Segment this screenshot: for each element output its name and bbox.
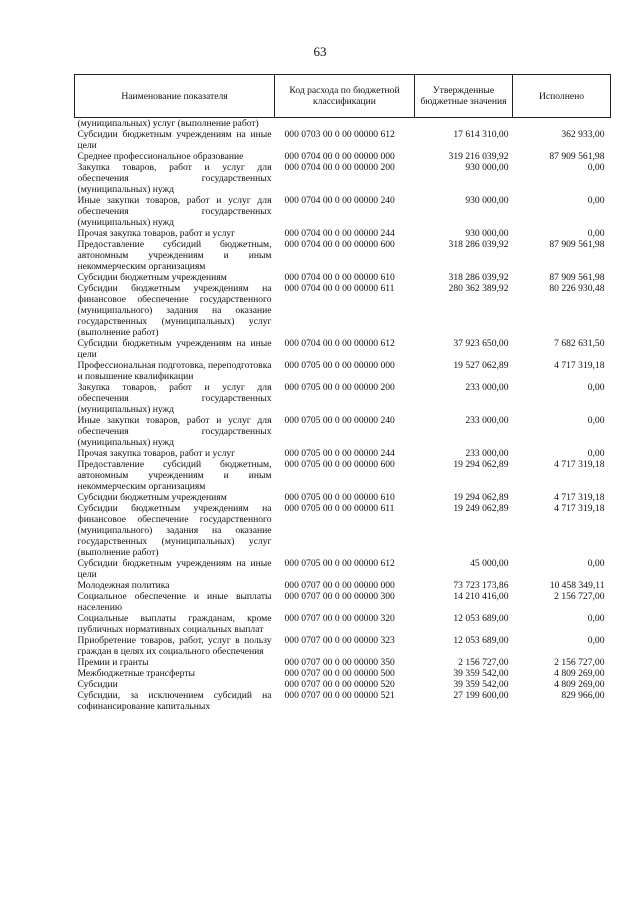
row-name: Субсидии бюджетным учреждениям на финансовое обеспечение государственного (муниципального) задания на оказание государственных (муниципальных) услуг (выполнение работ): [77, 503, 272, 558]
row-code: 000 0704 00 0 00 00000 000: [284, 151, 395, 162]
table-row: [75, 272, 611, 283]
row-done: [513, 118, 611, 130]
row-approved: 12 053 689,00: [453, 635, 509, 646]
table-row: [75, 613, 611, 635]
row-approved: 19 527 062,89: [453, 360, 509, 371]
table-body: [75, 118, 611, 713]
table-header: [75, 75, 611, 118]
row-name: Предоставление субсидий бюджетным, автономным учреждениям и иным некоммерческим организациям: [77, 459, 272, 492]
row-approved: 39 359 542,00: [453, 679, 509, 690]
row-done: 10 458 349,11: [549, 580, 605, 591]
row-done: 0,00: [587, 195, 605, 206]
table-row: [75, 459, 611, 492]
table-row: [75, 129, 611, 151]
row-name: Субсидии бюджетным учреждениям на иные цели: [77, 129, 272, 151]
row-code: 000 0707 00 0 00 00000 300: [284, 591, 395, 602]
table-row: [75, 162, 611, 195]
table-row: [75, 151, 611, 162]
row-approved: 14 210 416,00: [453, 591, 509, 602]
table-row: [75, 228, 611, 239]
table-row: [75, 591, 611, 613]
table-row: [75, 382, 611, 415]
row-code: 000 0705 00 0 00 00000 000: [284, 360, 395, 371]
row-approved: 233 000,00: [465, 448, 509, 459]
row-done: 87 909 561,98: [549, 239, 605, 250]
row-approved: 17 614 310,00: [453, 129, 509, 140]
row-approved: 233 000,00: [465, 382, 509, 393]
row-approved: 73 723 173,86: [453, 580, 509, 591]
row-name: Межбюджетные трансферты: [77, 668, 195, 679]
row-approved: 19 249 062,89: [453, 503, 509, 514]
row-code: 000 0707 00 0 00 00000 323: [284, 635, 395, 646]
row-name: Субсидии бюджетным учреждениям: [77, 492, 227, 503]
header-done: Исполнено: [513, 75, 611, 118]
table-row: [75, 415, 611, 448]
row-approved: 930 000,00: [465, 228, 509, 239]
row-approved: 318 286 039,92: [448, 272, 509, 283]
row-done: 0,00: [587, 635, 605, 646]
table-row: [75, 448, 611, 459]
row-done: 829 966,00: [561, 690, 605, 701]
row-approved: 319 216 039,92: [448, 151, 509, 162]
row-name: Иные закупки товаров, работ и услуг для обеспечения государственных (муниципальных) нужд: [77, 415, 272, 448]
row-code: 000 0705 00 0 00 00000 612: [284, 558, 395, 569]
row-approved: 37 923 650,00: [453, 338, 509, 349]
table-row: [75, 690, 611, 712]
row-done: 4 717 319,18: [554, 492, 605, 503]
row-code: 000 0705 00 0 00 00000 200: [284, 382, 395, 393]
row-approved: [415, 118, 513, 130]
row-name: Иные закупки товаров, работ и услуг для обеспечения государственных (муниципальных) нужд: [77, 195, 272, 228]
row-done: 4 717 319,18: [554, 459, 605, 470]
row-approved: 280 362 389,92: [448, 283, 509, 294]
row-code: [275, 118, 415, 130]
row-name: Субсидии бюджетным учреждениям на иные цели: [77, 338, 272, 360]
row-code: 000 0704 00 0 00 00000 600: [284, 239, 395, 250]
row-done: 0,00: [587, 162, 605, 173]
row-approved: 19 294 062,89: [453, 492, 509, 503]
row-name: Предоставление субсидий бюджетным, автономным учреждениям и иным некоммерческим организациям: [77, 239, 272, 272]
table-row: [75, 503, 611, 558]
table-row: [75, 195, 611, 228]
row-code: 000 0707 00 0 00 00000 500: [284, 668, 395, 679]
row-code: 000 0704 00 0 00 00000 200: [284, 162, 395, 173]
row-done: 4 717 319,18: [554, 503, 605, 514]
row-name: Субсидии: [77, 679, 118, 690]
table-row: [75, 635, 611, 657]
row-name: Среднее профессиональное образование: [77, 151, 244, 162]
row-done: 0,00: [587, 228, 605, 239]
row-name: (муниципальных) услуг (выполнение работ): [77, 118, 259, 129]
row-name: Прочая закупка товаров, работ и услуг: [77, 448, 236, 459]
table-row: [75, 338, 611, 360]
row-done: 0,00: [587, 558, 605, 569]
row-code: 000 0703 00 0 00 00000 612: [284, 129, 395, 140]
row-code: 000 0705 00 0 00 00000 611: [284, 503, 395, 514]
row-done: 4 809 269,00: [554, 679, 605, 690]
table-row: [75, 360, 611, 382]
table-row: [75, 657, 611, 668]
row-done: 362 933,00: [561, 129, 605, 140]
row-name: Молодежная политика: [77, 580, 170, 591]
row-code: 000 0707 00 0 00 00000 520: [284, 679, 395, 690]
row-done: 0,00: [587, 448, 605, 459]
budget-table: [74, 74, 611, 712]
row-name: Социальное обеспечение и иные выплаты населению: [77, 591, 272, 613]
row-code: 000 0707 00 0 00 00000 350: [284, 657, 395, 668]
row-approved: 19 294 062,89: [453, 459, 509, 470]
row-done: 7 682 631,50: [554, 338, 605, 349]
row-name: Приобретение товаров, работ, услуг в пользу граждан в целях их социального обеспечения: [77, 635, 272, 657]
row-done: 2 156 727,00: [554, 657, 605, 668]
header-name: Наименование показателя: [75, 75, 275, 118]
row-name: Социальные выплаты гражданам, кроме публичных нормативных социальных выплат: [77, 613, 272, 635]
row-done: 0,00: [587, 613, 605, 624]
row-code: 000 0707 00 0 00 00000 521: [284, 690, 395, 701]
table-row: [75, 492, 611, 503]
row-done: 80 226 930,48: [549, 283, 605, 294]
row-done: 4 717 319,18: [554, 360, 605, 371]
row-name: Субсидии, за исключением субсидий на софинансирование капитальных: [77, 690, 272, 712]
row-code: 000 0704 00 0 00 00000 611: [284, 283, 395, 294]
table-row: [75, 679, 611, 690]
header-approved: Утвержденные бюджетные значения: [415, 75, 513, 118]
row-approved: 318 286 039,92: [448, 239, 509, 250]
row-code: 000 0705 00 0 00 00000 244: [284, 448, 395, 459]
row-name: Закупка товаров, работ и услуг для обеспечения государственных (муниципальных) нужд: [77, 382, 272, 415]
row-name: Закупка товаров, работ и услуг для обеспечения государственных (муниципальных) нужд: [77, 162, 272, 195]
row-approved: 39 359 542,00: [453, 668, 509, 679]
row-done: 87 909 561,98: [549, 272, 605, 283]
header-code: Код расхода по бюджетной классификации: [275, 75, 415, 118]
row-name: Прочая закупка товаров, работ и услуг: [77, 228, 236, 239]
row-code: 000 0705 00 0 00 00000 600: [284, 459, 395, 470]
row-code: 000 0704 00 0 00 00000 244: [284, 228, 395, 239]
table-row: [75, 558, 611, 580]
row-done: 87 909 561,98: [549, 151, 605, 162]
row-approved: 233 000,00: [465, 415, 509, 426]
table-row: [75, 283, 611, 338]
row-approved: 45 000,00: [470, 558, 509, 569]
row-approved: 2 156 727,00: [458, 657, 509, 668]
row-code: 000 0705 00 0 00 00000 240: [284, 415, 395, 426]
row-done: 0,00: [587, 382, 605, 393]
row-code: 000 0707 00 0 00 00000 320: [284, 613, 395, 624]
row-approved: 930 000,00: [465, 162, 509, 173]
row-approved: 930 000,00: [465, 195, 509, 206]
table-row: [75, 668, 611, 679]
row-code: 000 0705 00 0 00 00000 610: [284, 492, 395, 503]
table-row: [75, 580, 611, 591]
row-name: Премии и гранты: [77, 657, 149, 668]
row-name: Субсидии бюджетным учреждениям: [77, 272, 227, 283]
row-done: 0,00: [587, 415, 605, 426]
row-done: 2 156 727,00: [554, 591, 605, 602]
row-done: 4 809 269,00: [554, 668, 605, 679]
table-row: [75, 118, 611, 130]
row-code: 000 0704 00 0 00 00000 612: [284, 338, 395, 349]
row-approved: 27 199 600,00: [453, 690, 509, 701]
row-code: 000 0707 00 0 00 00000 000: [284, 580, 395, 591]
row-code: 000 0704 00 0 00 00000 240: [284, 195, 395, 206]
row-name: Субсидии бюджетным учреждениям на иные цели: [77, 558, 272, 580]
row-approved: 12 053 689,00: [453, 613, 509, 624]
row-name: Профессиональная подготовка, переподготовка и повышение квалификации: [77, 360, 272, 382]
table-row: [75, 239, 611, 272]
page-number: 63: [313, 44, 327, 59]
row-code: 000 0704 00 0 00 00000 610: [284, 272, 395, 283]
row-name: Субсидии бюджетным учреждениям на финансовое обеспечение государственного (муниципального) задания на оказание государственных (муниципальных) услуг (выполнение работ): [77, 283, 272, 338]
